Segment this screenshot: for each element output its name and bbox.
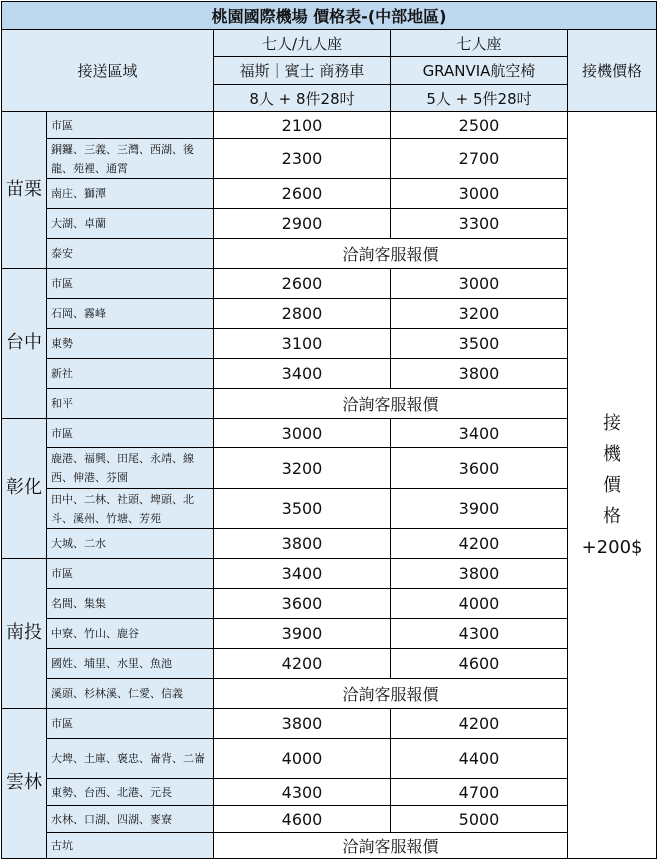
area-name: 和平 — [47, 389, 214, 419]
region-name: 雲林 — [2, 709, 47, 859]
price-van-9seat: 3100 — [214, 329, 391, 359]
price-table — [1, 1, 657, 859]
price-van-9seat: 2600 — [214, 269, 391, 299]
area-name: 南庄、獅潭 — [47, 179, 214, 209]
area-name: 田中、二林、社頭、埤頭、北斗、溪州、竹塘、芳苑 — [47, 489, 214, 529]
table-row — [2, 559, 657, 589]
table-title: 桃園國際機場 價格表-(中部地區) — [2, 2, 657, 30]
area-name: 名間、集集 — [47, 589, 214, 619]
price-van-9seat: 3500 — [214, 489, 391, 529]
region-name: 彰化 — [2, 419, 47, 559]
price-van-9seat: 3000 — [214, 419, 391, 448]
price-granvia-7seat: 4000 — [391, 589, 568, 619]
header-col1-seats: 七人/九人座 — [214, 30, 391, 57]
area-name: 石岡、霧峰 — [47, 299, 214, 329]
contact-for-quote: 洽詢客服報價 — [214, 389, 568, 419]
price-van-9seat: 2800 — [214, 299, 391, 329]
price-van-9seat: 2600 — [214, 179, 391, 209]
contact-for-quote: 洽詢客服報價 — [214, 239, 568, 269]
price-granvia-7seat: 2700 — [391, 139, 568, 179]
table-row — [2, 179, 657, 209]
price-van-9seat: 3800 — [214, 709, 391, 739]
table-row — [2, 833, 657, 859]
table-row — [2, 589, 657, 619]
price-van-9seat: 2900 — [214, 209, 391, 239]
area-name: 東勢、台西、北港、元長 — [47, 779, 214, 806]
table-row — [2, 359, 657, 389]
price-van-9seat: 4600 — [214, 806, 391, 833]
table-row — [2, 419, 657, 448]
area-name: 溪頭、杉林溪、仁愛、信義 — [47, 679, 214, 709]
price-granvia-7seat: 4700 — [391, 779, 568, 806]
table-row — [2, 329, 657, 359]
price-granvia-7seat: 3800 — [391, 559, 568, 589]
area-name: 大湖、卓蘭 — [47, 209, 214, 239]
price-van-9seat: 2100 — [214, 112, 391, 139]
table-row — [2, 529, 657, 559]
contact-for-quote: 洽詢客服報價 — [214, 833, 568, 859]
table-row — [2, 619, 657, 649]
price-granvia-7seat: 5000 — [391, 806, 568, 833]
price-van-9seat: 4000 — [214, 739, 391, 779]
price-granvia-7seat: 3400 — [391, 419, 568, 448]
area-name: 水林、口湖、四湖、麥寮 — [47, 806, 214, 833]
table-row — [2, 209, 657, 239]
region-name: 苗栗 — [2, 112, 47, 269]
area-name: 市區 — [47, 559, 214, 589]
table-row — [2, 806, 657, 833]
area-name: 東勢 — [47, 329, 214, 359]
table-row — [2, 389, 657, 419]
price-granvia-7seat: 3300 — [391, 209, 568, 239]
area-name: 新社 — [47, 359, 214, 389]
area-name: 鹿港、福興、田尾、永靖、線西、伸港、芬園 — [47, 448, 214, 489]
header-col1-capacity: 8人 + 8件28吋 — [214, 85, 391, 112]
header-col2-capacity: 5人 + 5件28吋 — [391, 85, 568, 112]
pickup-note-char: 接 — [603, 412, 622, 434]
price-van-9seat: 3800 — [214, 529, 391, 559]
price-van-9seat: 3400 — [214, 559, 391, 589]
table-row — [2, 139, 657, 179]
price-van-9seat: 4300 — [214, 779, 391, 806]
area-name: 泰安 — [47, 239, 214, 269]
header-col1-model: 福斯｜賓士 商務車 — [214, 57, 391, 85]
region-name: 台中 — [2, 269, 47, 419]
area-name: 大城、二水 — [47, 529, 214, 559]
area-name: 市區 — [47, 419, 214, 448]
table-row — [2, 489, 657, 529]
table-row — [2, 239, 657, 269]
region-name: 南投 — [2, 559, 47, 709]
pickup-note-char: 機 — [603, 443, 622, 465]
header-area: 接送區域 — [2, 30, 214, 112]
price-granvia-7seat: 3500 — [391, 329, 568, 359]
table-row — [2, 448, 657, 489]
price-granvia-7seat: 3900 — [391, 489, 568, 529]
contact-for-quote: 洽詢客服報價 — [214, 679, 568, 709]
table-row — [2, 269, 657, 299]
header-pickup-price: 接機價格 — [568, 30, 657, 112]
price-van-9seat: 3600 — [214, 589, 391, 619]
price-van-9seat: 3200 — [214, 448, 391, 489]
table-row — [2, 709, 657, 739]
area-name: 市區 — [47, 709, 214, 739]
price-granvia-7seat: 4200 — [391, 709, 568, 739]
price-granvia-7seat: 2500 — [391, 112, 568, 139]
price-van-9seat: 2300 — [214, 139, 391, 179]
table-row — [2, 649, 657, 679]
pickup-note-char: 價 — [603, 474, 622, 496]
table-row — [2, 739, 657, 779]
header-col2-model: GRANVIA航空椅 — [391, 57, 568, 85]
price-granvia-7seat: 3000 — [391, 269, 568, 299]
price-granvia-7seat: 3600 — [391, 448, 568, 489]
price-granvia-7seat: 4300 — [391, 619, 568, 649]
price-van-9seat: 4200 — [214, 649, 391, 679]
area-name: 市區 — [47, 112, 214, 139]
price-granvia-7seat: 4600 — [391, 649, 568, 679]
price-van-9seat: 3900 — [214, 619, 391, 649]
pickup-surcharge-amount: +200$ — [581, 536, 643, 558]
area-name: 國姓、埔里、水里、魚池 — [47, 649, 214, 679]
table-row — [2, 112, 657, 139]
price-granvia-7seat: 3800 — [391, 359, 568, 389]
area-name: 古坑 — [47, 833, 214, 859]
area-name: 中寮、竹山、鹿谷 — [47, 619, 214, 649]
price-van-9seat: 3400 — [214, 359, 391, 389]
price-granvia-7seat: 3000 — [391, 179, 568, 209]
table-row — [2, 779, 657, 806]
price-granvia-7seat: 3200 — [391, 299, 568, 329]
price-granvia-7seat: 4400 — [391, 739, 568, 779]
table-row — [2, 299, 657, 329]
area-name: 大埤、土庫、褒忠、崙背、二崙 — [47, 739, 214, 779]
header-col2-seats: 七人座 — [391, 30, 568, 57]
area-name: 市區 — [47, 269, 214, 299]
area-name: 銅鑼、三義、三灣、西湖、後龍、苑裡、通霄 — [47, 139, 214, 179]
pickup-note-char: 格 — [603, 505, 622, 527]
price-granvia-7seat: 4200 — [391, 529, 568, 559]
pickup-surcharge-note — [568, 112, 657, 859]
table-row — [2, 679, 657, 709]
